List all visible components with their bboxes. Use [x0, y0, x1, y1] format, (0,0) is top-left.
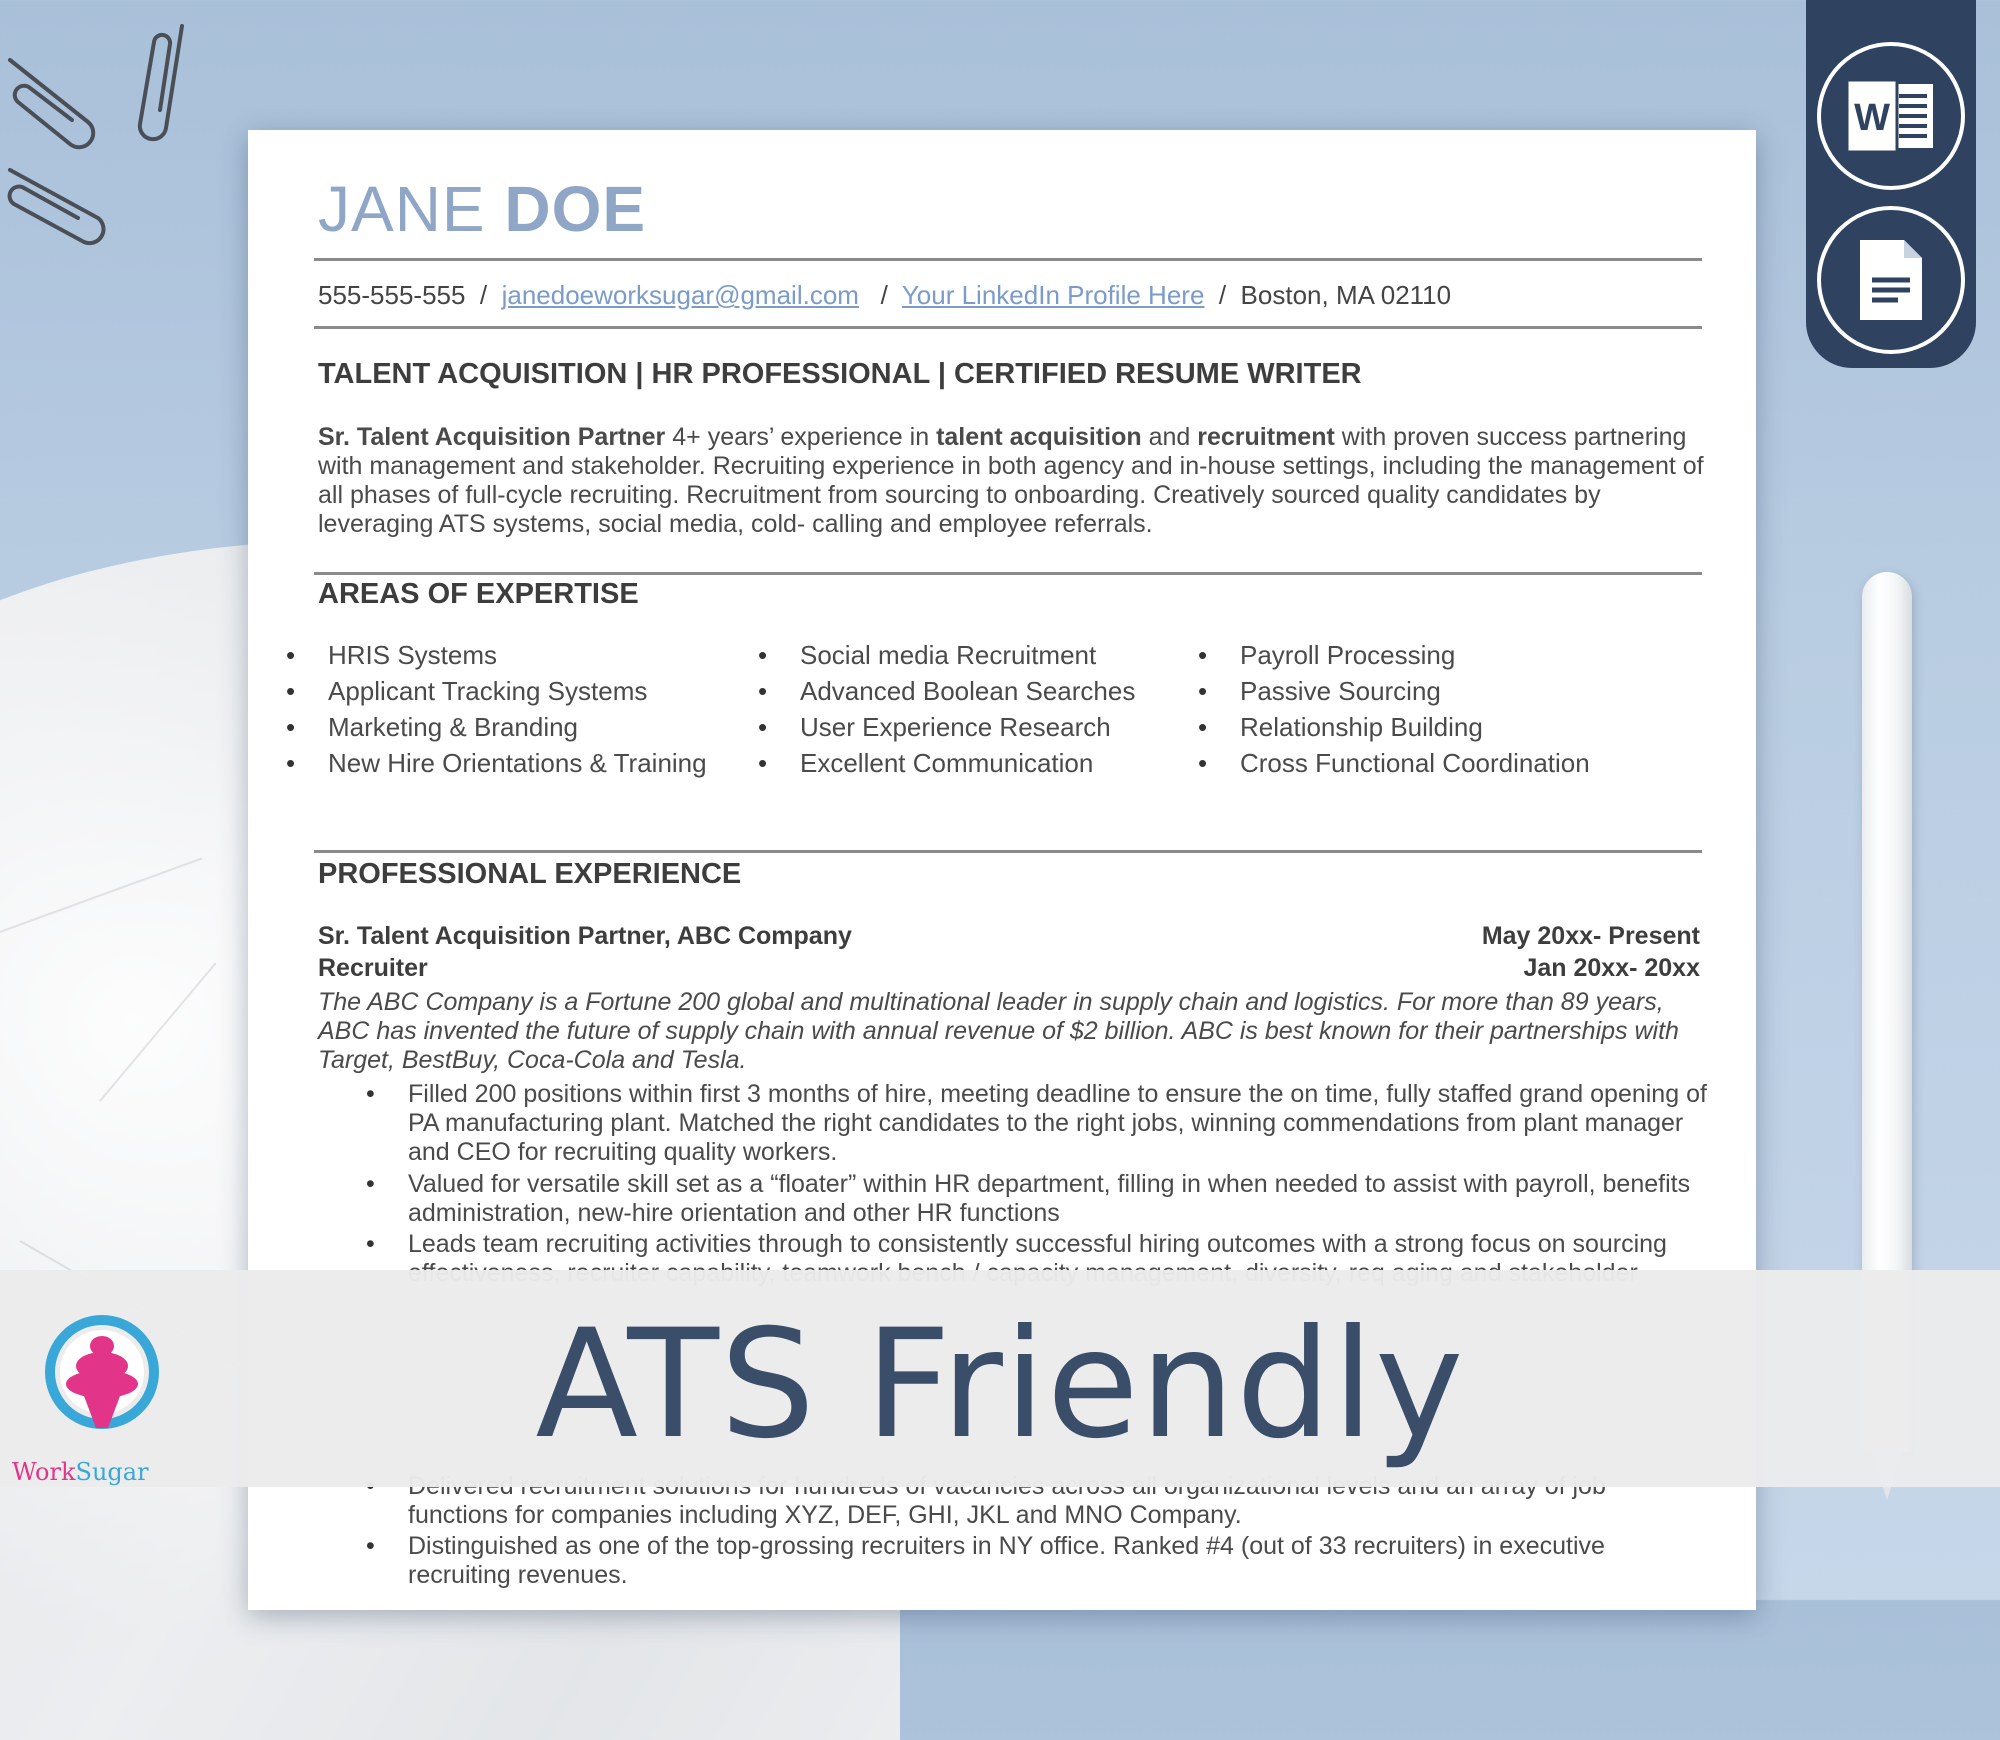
job-title: Recruiter	[318, 954, 428, 982]
list-item: • User Experience Research	[720, 712, 1135, 748]
summary-bold: talent acquisition	[936, 423, 1142, 451]
list-item: • Applicant Tracking Systems	[248, 676, 707, 712]
ats-banner	[0, 1270, 2000, 1487]
contact-line	[318, 280, 1451, 311]
summary-paragraph	[318, 423, 1708, 539]
resume-name	[318, 172, 646, 246]
phone: 555-555-555	[318, 280, 466, 310]
format-panel	[1806, 0, 1976, 368]
google-docs-icon	[1856, 236, 1926, 324]
paperclip-icon	[130, 20, 200, 150]
bullet-item: • Leads team recruiting activities through to consistently successful hiring outcomes with a strong focus on sourcing	[408, 1230, 1708, 1288]
logo-word-2: Sugar	[75, 1458, 149, 1486]
list-item: • Excellent Communication	[720, 748, 1135, 784]
job-dates: May 20xx- Present	[1481, 922, 1700, 950]
resume-headline: TALENT ACQUISITION | HR PROFESSIONAL | CERTIFIED RESUME WRITER	[318, 358, 1362, 390]
list-item: • Cross Functional Coordination	[1160, 748, 1590, 784]
list-item: • HRIS Systems	[248, 640, 707, 676]
summary-text: and	[1141, 423, 1198, 451]
divider	[314, 258, 1702, 261]
divider	[314, 572, 1702, 575]
company-description: The ABC Company is a Fortune 200 global and multinational leader in supply chain and logistics. For more than 89 years, ABC has invented the future of supply chain with annual revenue of $2 billion. ABC is best known for their partnerships with Target, BestBuy, Coca-Cola and Tesla.	[318, 988, 1679, 1074]
list-item: • Marketing & Branding	[248, 712, 707, 748]
job-dates: Jan 20xx- 20xx	[1523, 954, 1700, 982]
marble-vein	[99, 962, 216, 1101]
bullet-item: • Filled 200 positions within first 3 months of hire, meeting deadline to ensure the on time, fully staffed grand opening of PA manufacturing plant. Matched the right candidates to the right jobs, winning commendations from plant manager and CEO for recruiting quality workers.	[408, 1080, 1708, 1167]
expertise-list-1	[248, 640, 707, 784]
list-item: • Payroll Processing	[1160, 640, 1590, 676]
cupcake-logo-icon	[42, 1308, 172, 1448]
word-letter: W	[1854, 97, 1890, 139]
separator: /	[1218, 280, 1227, 310]
divider	[314, 326, 1702, 329]
last-name: DOE	[504, 173, 647, 245]
list-item: • New Hire Orientations & Training	[248, 748, 707, 784]
expertise-list-3	[1160, 640, 1590, 784]
logo-word-1: Work	[12, 1458, 76, 1486]
list-item: • Relationship Building	[1160, 712, 1590, 748]
summary-bold: recruitment	[1197, 423, 1335, 451]
bullet-item: • functions for companies including XYZ, DEF, GHI, JKL and MNO Company.	[408, 1472, 1708, 1530]
location: Boston, MA 02110	[1240, 280, 1452, 310]
word-format-badge	[1817, 42, 1965, 190]
list-item: • Passive Sourcing	[1160, 676, 1590, 712]
divider	[314, 850, 1702, 853]
job-title: Sr. Talent Acquisition Partner, ABC Company	[318, 922, 852, 950]
summary-text: with proven success partnering with management and stakeholder. Recruiting experience in both agency and in-house settings, including the management of all phases of full-cycle recruiting. Recruitment from sourcing to onboarding. Creatively sourced quality candidates by leveraging ATS systems, social media, cold- calling and employee referrals.	[318, 423, 1704, 538]
summary-bold: Sr. Talent Acquisition Partner	[318, 423, 666, 451]
first-name: JANE	[318, 173, 486, 245]
google-docs-format-badge	[1817, 206, 1965, 354]
summary-text: 4+ years’ experience in	[665, 423, 937, 451]
email-link[interactable]: janedoeworksugar@gmail.com	[501, 280, 859, 310]
bullet-item: • Distinguished as one of the top-grossing recruiters in NY office. Ranked #4 (out of 33 recruiters) in executive recruiting revenues.	[408, 1532, 1708, 1590]
list-item: • Social media Recruitment	[720, 640, 1135, 676]
linkedin-link[interactable]: Your LinkedIn Profile Here	[901, 280, 1205, 310]
word-document-icon	[1843, 76, 1939, 156]
banner-title: ATS Friendly	[535, 1298, 1465, 1472]
marble-vein	[0, 857, 202, 961]
expertise-heading: AREAS OF EXPERTISE	[318, 578, 639, 610]
separator: /	[479, 280, 488, 310]
experience-heading: PROFESSIONAL EXPERIENCE	[318, 858, 742, 890]
logo-wordmark	[12, 1458, 149, 1486]
bullet-item: • Valued for versatile skill set as a “floater” within HR department, filling in when needed to assist with payroll, benefits administration, new-hire orientation and other HR functions	[408, 1170, 1708, 1228]
worksugar-logo	[8, 1308, 198, 1486]
separator: /	[880, 280, 888, 310]
list-item: • Advanced Boolean Searches	[720, 676, 1135, 712]
expertise-list-2	[720, 640, 1135, 784]
